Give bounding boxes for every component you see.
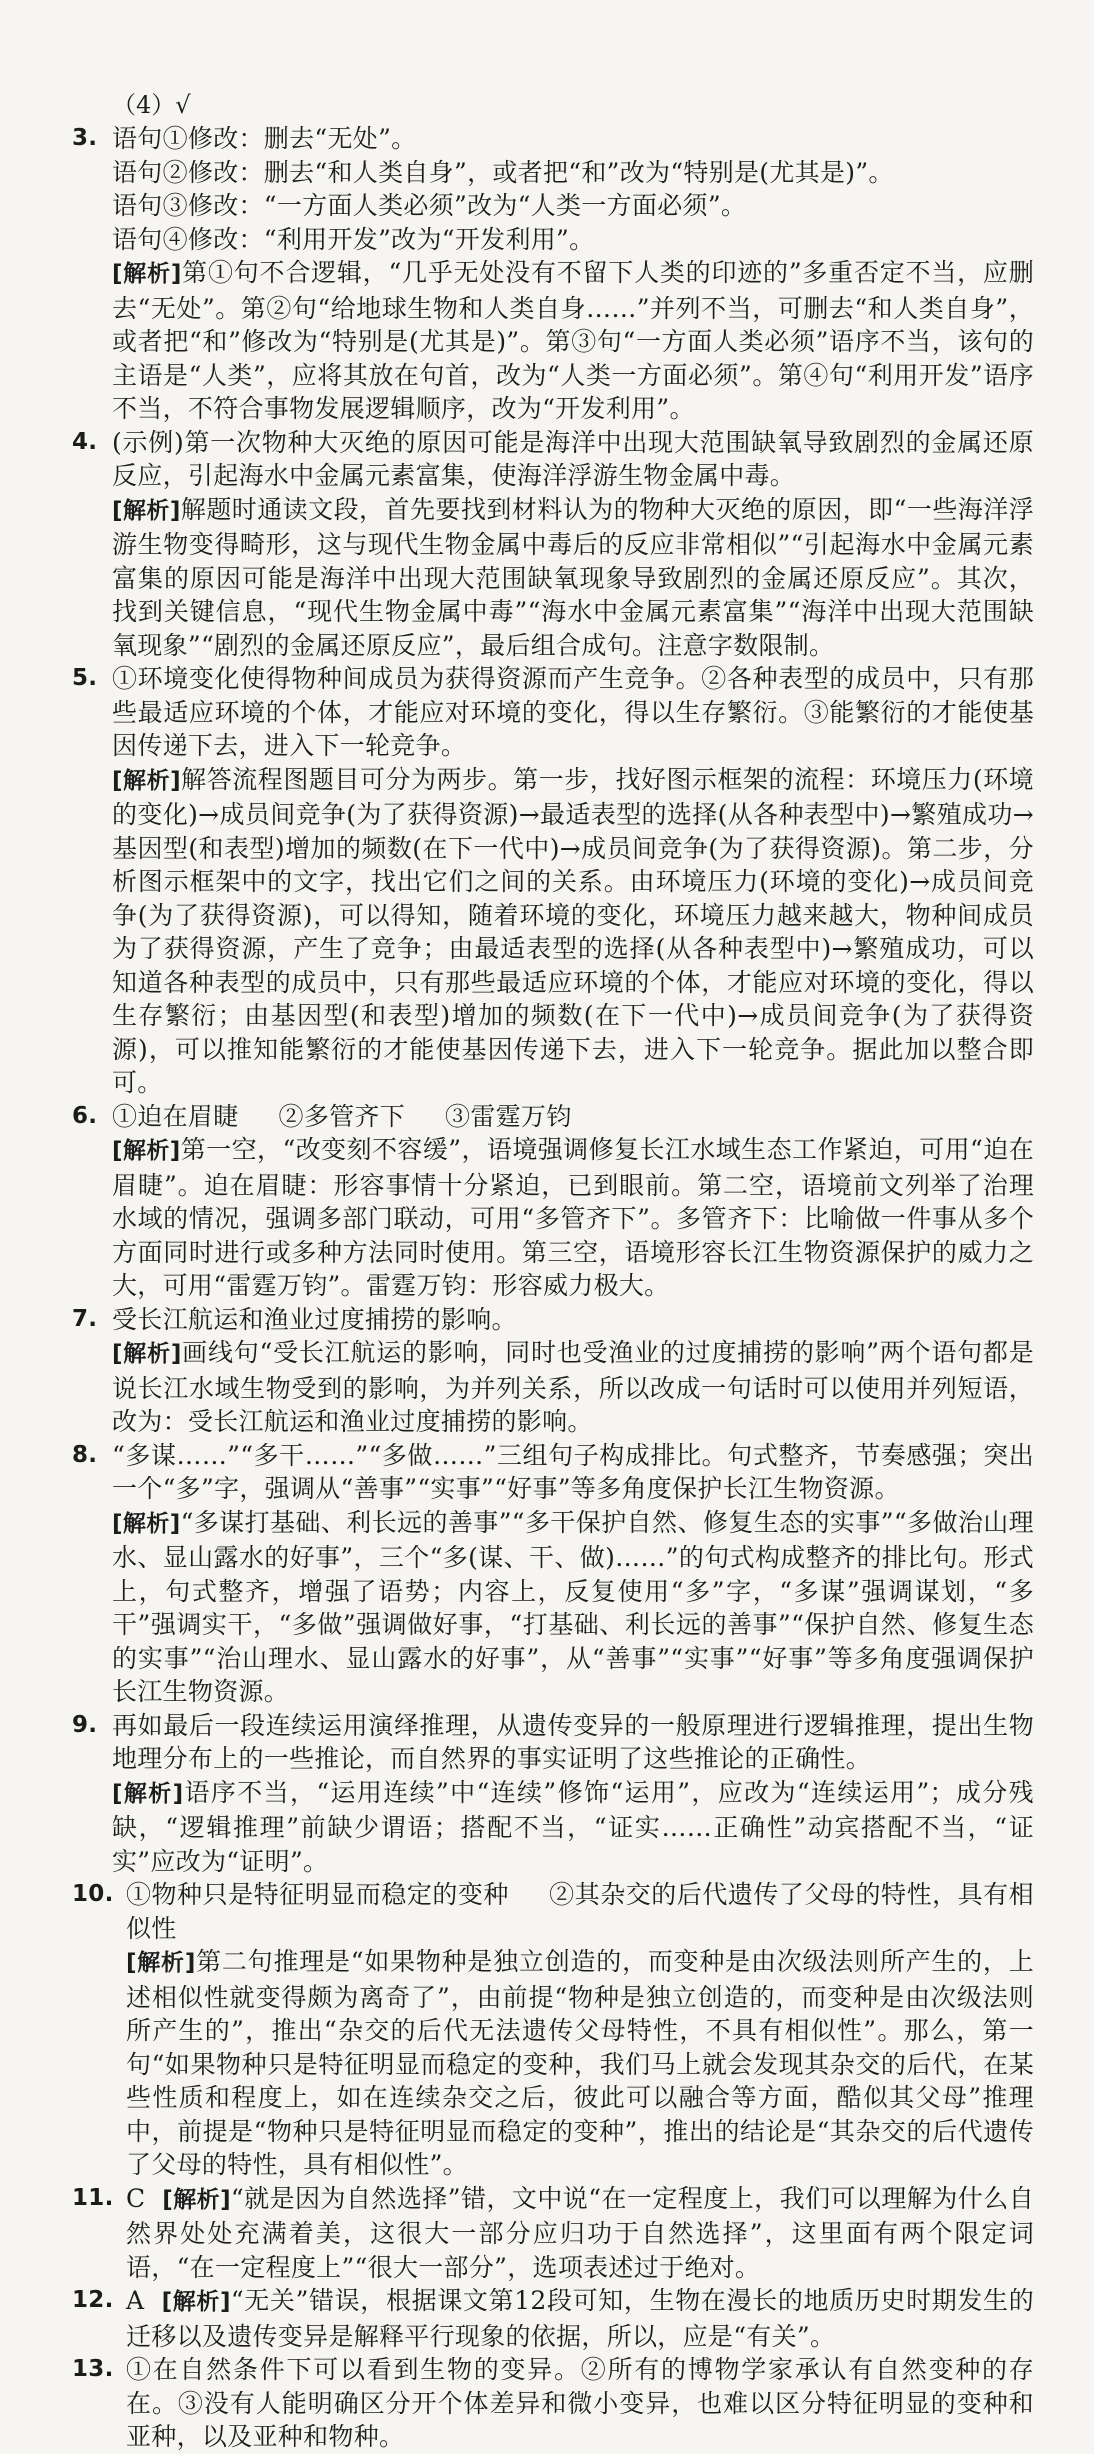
analysis-text: 解题时通读文段，首先要找到材料认为的物种大灭绝的原因，即“一些海洋浮游生物变得畸形，这与现代生物金属中毒后的反应非常相似”“引起海水中金属元素富集的原因可能是海洋中出现大范围缺氧现象导致剧烈的金属还原反应”。其次，找到关键信息，“现代生物金属中毒”“海水中金属元素富集”“海洋中出现大范围缺氧现象”“剧烈的金属还原反应”，最后组合成句。注意字数限制。 (112, 494, 1034, 660)
analysis-text: “多谋打基础、利长远的善事”“多干保护自然、修复生态的实事”“多做治山理水、显山露水的好事”，三个“多(谋、干、做)……”的句式构成整齐的排比句。形式上，句式整齐，增强了语势；内容上，反复使用“多”字，“多谋”强调谋划，“多干”强调实干，“多做”强调做好事，“打基础、利长远的善事”“保护自然、修复生态的实事”“治山理水、显山露水的好事”，从“善事”“实事”“好事”等多角度强调保护长江生物资源。 (112, 1507, 1034, 1706)
item-number: 4. (72, 428, 98, 455)
item-number: 10. (72, 1881, 114, 1907)
answer-item-9 (72, 1709, 1034, 1879)
analysis-text: “就是因为自然选择”错，文中说“在一定程度上，我们可以理解为什么自然界处处充满着美，这很大一部分应归功于自然选择”，这里面有两个限定词语，“在一定程度上”“很大一部分”，选项表述过于绝对。 (126, 2183, 1034, 2282)
analysis-paragraph (112, 763, 1034, 1100)
analysis-paragraph (112, 1506, 1034, 1709)
analysis-label: [解析] (112, 261, 182, 287)
analysis-text: 解答流程图题目可分为两步。第一步，找好图示框架的流程：环境压力(环境的变化)→成员间竞争(为了获得资源)→最适表型的选择(从各种表型中)→繁殖成功→基因型(和表型)增加的频数(在下一代中)→成员间竞争(为了获得资源)。第二步，分析图示框架中的文字，找出它们之间的关系。由环境压力(环境的变化)→成员间竞争(为了获得资源)，可以得知，随着环境的变化，环境压力越来越大，物种间成员为了获得资源，产生了竞争；由最适表型的选择(从各种表型中)→繁殖成功，可以知道各种表型的成员中，只有那些最适应环境的个体，才能应对环境的变化，得以生存繁衍；由基因型(和表型)增加的频数(在下一代中)→成员间竞争(为了获得资源)，可以推知能繁衍的才能使基因传递下去，进入下一轮竞争。据此加以整合即可。 (112, 764, 1034, 1097)
answer-part: ①物种只是特征明显而稳定的变种 (126, 1880, 509, 1909)
answer-item-6 (72, 1100, 1034, 1303)
analysis-label: [解析] (112, 767, 181, 794)
analysis-label: [解析] (112, 1341, 182, 1367)
answer-line: 语句③修改：“一方面人类必须”改为“人类一方面必须”。 (112, 191, 747, 220)
answer-text: 再如最后一段连续运用演绎推理，从遗传变异的一般原理进行逻辑推理，提出生物地理分布上的一些推论，而自然界的事实证明了这些推论的正确性。 (112, 1710, 1034, 1773)
answer-item-4 (72, 426, 1034, 663)
item-number: 12. (72, 2287, 114, 2313)
answer-item-10 (72, 1878, 1034, 2182)
answer-text: (示例)第一次物种大灭绝的原因可能是海洋中出现大范围缺氧导致剧烈的金属还原反应，引起海水中金属元素富集，使海洋浮游生物金属中毒。 (112, 427, 1034, 490)
analysis-text: 第①句不合逻辑，“几乎无处没有不留下人类的印迹的”多重否定不当，应删去“无处”。第②句“给地球生物和人类自身……”并列不当，可删去“和人类自身”，或者把“和”修改为“特别是(尤其是)”。第③句“一方面人类必须”语序不当，该句的主语是“人类”，应将其放在句首，改为“人类一方面必须”。第④句“利用开发”语序不当，不符合事物发展逻辑顺序，改为“开发利用”。 (112, 258, 1034, 423)
answer-line: 语句④修改：“利用开发”改为“开发利用”。 (112, 224, 595, 254)
analysis-paragraph (126, 2284, 1034, 2353)
answer-item-13 (72, 2353, 1034, 2454)
analysis-text: 画线句“受长江航运的影响，同时也受渔业的过度捕捞的影响”两个语句都是说长江水域生物受到的影响，为并列关系，所以改成一句话时可以使用并列短语，改为：受长江航运和渔业过度捕捞的影响。 (112, 1338, 1034, 1436)
item-number: 3. (72, 125, 98, 151)
analysis-paragraph (126, 1945, 1034, 2182)
analysis-paragraph (126, 2182, 1034, 2285)
answer-item-3 (72, 122, 1034, 426)
analysis-label: [解析] (112, 1510, 181, 1537)
item-number: 8. (72, 1441, 98, 1468)
answer-part: ②其杂交的后代遗传了父母的特性，具有相似性 (126, 1880, 1034, 1943)
item-number: 13. (72, 2356, 114, 2382)
answer-text: 受长江航运和渔业过度捕捞的影响。 (112, 1304, 517, 1334)
item-number: 5. (72, 665, 98, 691)
analysis-label: [解析] (112, 497, 181, 524)
answer-parts (126, 1878, 1034, 1945)
analysis-text: “无关”错误，根据课文第12段可知，生物在漫长的地质历史时期发生的迁移以及遗传变异是解释平行现象的依据，所以，应是“有关”。 (126, 2286, 1034, 2351)
analysis-text: 第一空，“改变刻不容缓”，语境强调修复长江水域生态工作紧迫，可用“迫在眉睫”。迫在眉睫：形容事情十分紧迫，已到眼前。第二空，语境前文列举了治理水域的情况，强调多部门联动，可用“多管齐下”。多管齐下：比喻做一件事从多个方面同时进行或多种方法同时使用。第三空，语境形容长江生物资源保护的威力之大，可用“雷霆万钧”。雷霆万钧：形容威力极大。 (112, 1135, 1034, 1300)
answer-text: “多谋……”“多干……”“多做……”三组句子构成排比。句式整齐，节奏感强；突出一个“多”字，强调从“善事”“实事”“好事”等多角度保护长江生物资源。 (112, 1440, 1034, 1503)
answer-text: ①环境变化使得物种间成员为获得资源而产生竞争。②各种表型的成员中，只有那些最适应环境的个体，才能应对环境的变化，得以生存繁衍。③能繁衍的才能使基因传递下去，进入下一轮竞争。 (112, 664, 1034, 760)
answer-choice: A (126, 2286, 145, 2315)
analysis-label: [解析] (126, 1950, 196, 1976)
item-number: 7. (72, 1305, 98, 1332)
answer-text: ①在自然条件下可以看到生物的变异。②所有的博物学家承认有自然变种的存在。③没有人能明确区分开个体差异和微小变异，也难以区分特征明显的变种和亚种，以及亚种和物种。 (126, 2355, 1034, 2451)
analysis-label: [解析] (112, 1138, 181, 1164)
answer-line: 语句①修改：删去“无处”。 (112, 124, 417, 153)
answer-item-11 (72, 2182, 1034, 2285)
answer-item-7 (72, 1303, 1034, 1439)
analysis-paragraph (112, 1133, 1034, 1303)
analysis-label: [解析] (112, 1780, 184, 1807)
answer-part: ②多管齐下 (278, 1101, 406, 1131)
answer-part: ③雷霆万钧 (445, 1101, 572, 1131)
analysis-paragraph (112, 493, 1034, 663)
item-number: 9. (72, 1711, 98, 1738)
item-4-answer: （4）√ (112, 91, 191, 119)
answer-item-8 (72, 1439, 1034, 1709)
answer-item-5 (72, 662, 1034, 1100)
analysis-text: 语序不当，“运用连续”中“连续”修饰“运用”，应改为“连续运用”；成分残缺，“逻辑推理”前缺少谓语；搭配不当，“证实……正确性”动宾搭配不当，“证实”应改为“证明”。 (112, 1777, 1034, 1876)
answer-line: 语句②修改：删去“和人类自身”，或者把“和”改为“特别是(尤其是)”。 (112, 157, 894, 187)
answer-part: ①迫在眉睫 (112, 1101, 239, 1131)
analysis-paragraph (112, 256, 1034, 426)
answer-parts (112, 1100, 1034, 1134)
item-number: 11. (72, 2184, 114, 2211)
analysis-label: [解析] (162, 2186, 231, 2213)
analysis-paragraph (112, 1776, 1034, 1879)
analysis-label: [解析] (161, 2289, 231, 2315)
answer-choice: C (126, 2183, 146, 2213)
analysis-text: 第二句推理是“如果物种是独立创造的，而变种是由次级法则所产生的，上述相似性就变得颇为离奇了”，由前提“物种是独立创造的，而变种是由次级法则所产生的”，推出“杂交的后代无法遗传父母特性，不具有相似性”。那么，第一句“如果物种只是特征明显而稳定的变种，我们马上就会发现其杂交的后代，在某些性质和程度上，如在连续杂交之后，彼此可以融合等方面，酷似其父母”推理中，前提是“物种只是特征明显而稳定的变种”，推出的结论是“其杂交的后代遗传了父母的特性，具有相似性”。 (126, 1947, 1034, 2179)
answer-item-12 (72, 2284, 1034, 2353)
analysis-paragraph (112, 1336, 1034, 1439)
item-number: 6. (72, 1102, 98, 1129)
